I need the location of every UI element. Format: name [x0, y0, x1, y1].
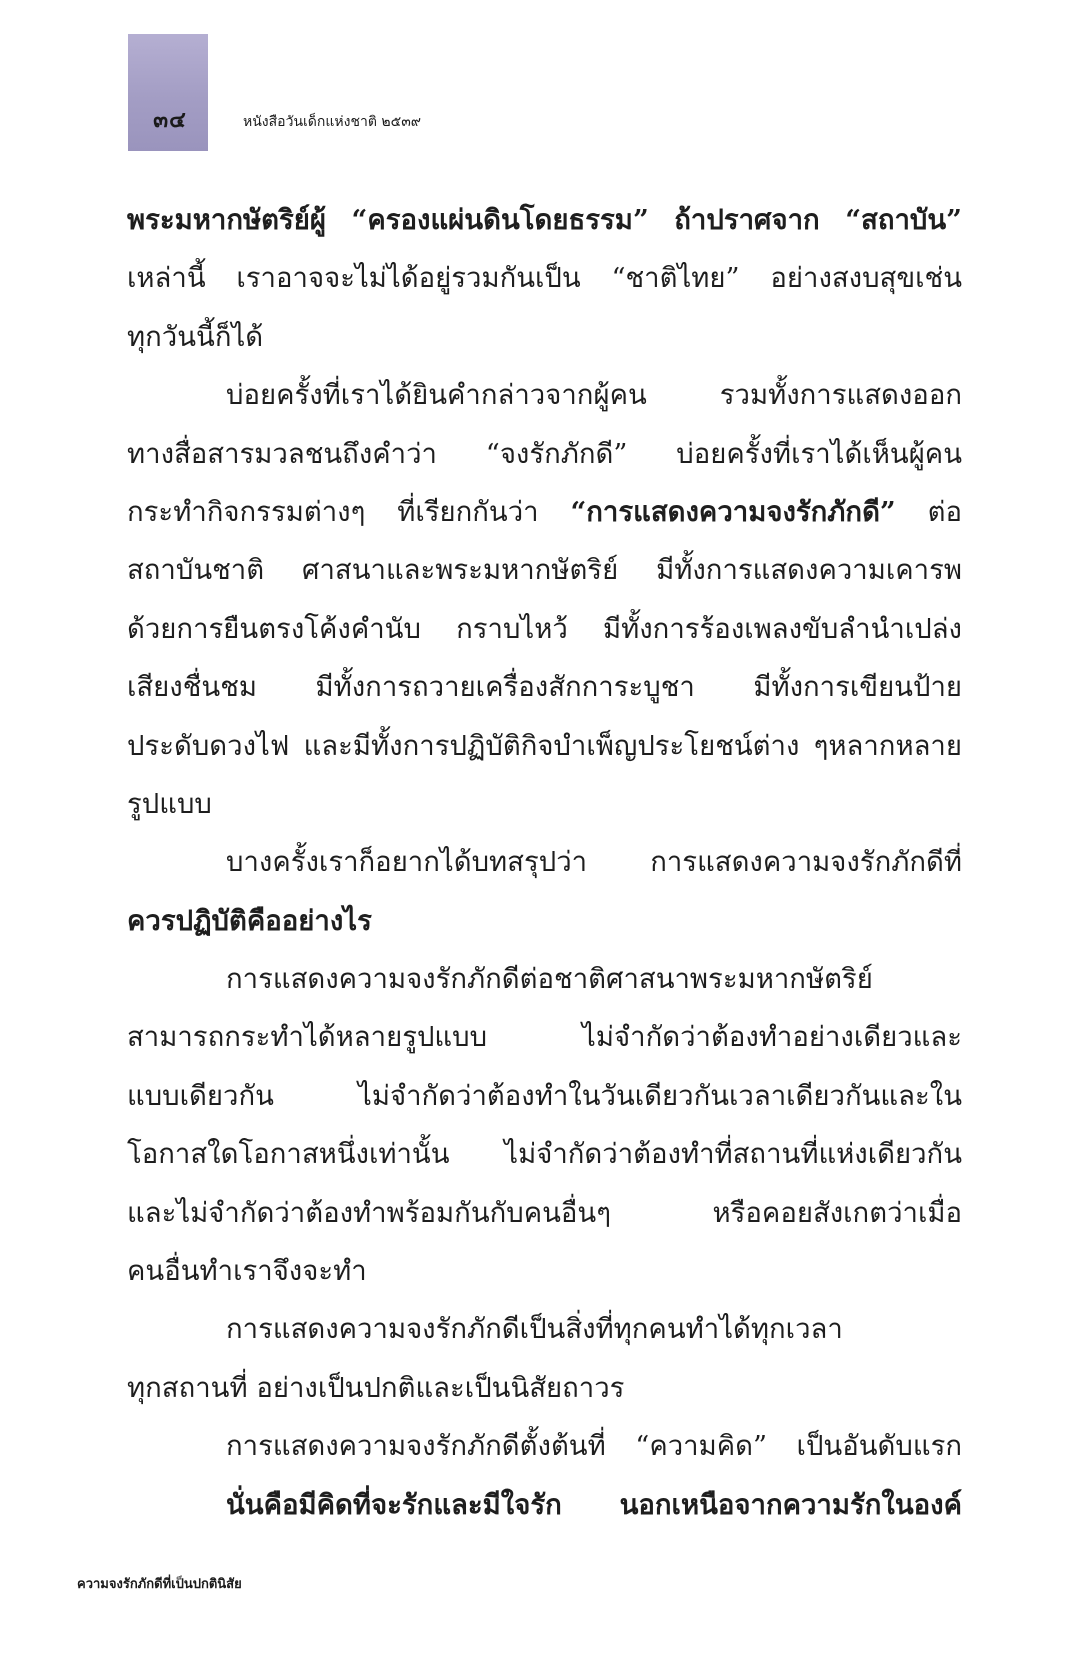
text-run: กระทำกิจกรรมต่างๆ ที่เรียกกันว่า	[127, 495, 571, 528]
running-header-title: หนังสือวันเด็กแห่งชาติ ๒๕๓๙	[243, 114, 422, 130]
text-line: โอกาสใดโอกาสหนึ่งเท่านั้น ไม่จำกัดว่าต้องทำที่สถานที่แห่งเดียวกัน	[127, 1138, 962, 1171]
text-line: นั่นคือมีคิดที่จะรักและมีใจรัก นอกเหนือจากความรักในองค์	[226, 1488, 962, 1521]
text-run: ต่อ	[895, 495, 962, 528]
page-number: ๓๔	[153, 108, 187, 133]
text-line: ควรปฏิบัติคืออย่างไร	[127, 904, 372, 937]
emphasis-phrase: “การแสดงความจงรักภักดี”	[570, 495, 896, 528]
text-line: การแสดงความจงรักภักดีต่อชาติศาสนาพระมหากษัตริย์	[226, 963, 873, 996]
text-line: บ่อยครั้งที่เราได้ยินคำกล่าวจากผู้คน รวมทั้งการแสดงออก	[226, 379, 962, 412]
text-line: บางครั้งเราก็อยากได้บทสรุปว่า การแสดงความจงรักภักดีที่	[226, 846, 962, 879]
text-line: เหล่านี้ เราอาจจะไม่ได้อยู่รวมกันเป็น “ชาติไทย” อย่างสงบสุขเช่น	[127, 262, 962, 295]
text-line: ทุกวันนี้ก็ได้	[127, 320, 264, 353]
text-line: พระมหากษัตริย์ผู้ “ครองแผ่นดินโดยธรรม” ถ้าปราศจาก “สถาบัน”	[127, 204, 962, 236]
running-footer: ความจงรักภักดีที่เป็นปกตินิสัย	[77, 1577, 242, 1592]
text-line: การแสดงความจงรักภักดีเป็นสิ่งที่ทุกคนทำได้ทุกเวลา	[226, 1313, 843, 1346]
text-line: เสียงชื่นชม มีทั้งการถวายเครื่องสักการะบูชา มีทั้งการเขียนป้าย	[127, 671, 962, 704]
text-line: สถาบันชาติ ศาสนาและพระมหากษัตริย์ มีทั้งการแสดงความเคารพ	[127, 554, 962, 587]
text-line: รูปแบบ	[127, 787, 212, 820]
text-line: ประดับดวงไฟ และมีทั้งการปฏิบัติกิจบำเพ็ญประโยชน์ต่าง ๆหลากหลาย	[127, 729, 962, 762]
text-line: และไม่จำกัดว่าต้องทำพร้อมกันกับคนอื่นๆ หรือคอยสังเกตว่าเมื่อ	[127, 1196, 962, 1229]
text-line: คนอื่นทำเราจึงจะทำ	[127, 1255, 367, 1288]
text-line: สามารถกระทำได้หลายรูปแบบ ไม่จำกัดว่าต้องทำอย่างเดียวและ	[127, 1021, 962, 1054]
text-line: การแสดงความจงรักภักดีตั้งต้นที่ “ความคิด” เป็นอันดับแรก	[226, 1430, 962, 1463]
text-line: แบบเดียวกัน ไม่จำกัดว่าต้องทำในวันเดียวกันเวลาเดียวกันและใน	[127, 1079, 962, 1112]
text-line: ทุกสถานที่ อย่างเป็นปกติและเป็นนิสัยถาวร	[127, 1371, 625, 1404]
text-line: ทางสื่อสารมวลชนถึงคำว่า “จงรักภักดี” บ่อยครั้งที่เราได้เห็นผู้คน	[127, 437, 962, 470]
body-text	[127, 191, 962, 1534]
text-line: ด้วยการยืนตรงโค้งคำนับ กราบไหว้ มีทั้งการร้องเพลงขับลำนำเปล่ง	[127, 612, 962, 645]
text-line	[127, 483, 962, 541]
